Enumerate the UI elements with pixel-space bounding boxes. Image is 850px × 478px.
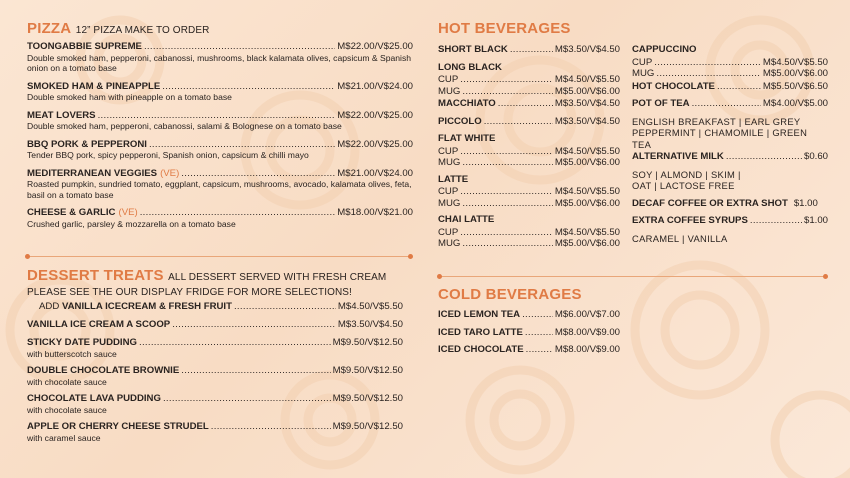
pizza-title: PIZZA — [27, 20, 72, 37]
item-name: MUG — [438, 197, 461, 209]
beverage-name: LATTE — [438, 173, 469, 185]
pizza-item — [27, 110, 413, 132]
item-name: CUP — [438, 226, 459, 238]
item-name: EXTRA COFFEE SYRUPS — [632, 215, 748, 226]
leader-dots — [525, 327, 553, 339]
item-price: M$3.50/V$4.50 — [337, 318, 403, 330]
size-row — [438, 238, 620, 250]
dessert-title: DESSERT TREATS — [27, 267, 164, 284]
pizza-item-row — [27, 41, 413, 53]
cold-beverage-row — [438, 327, 620, 339]
item-price: $1.00 — [803, 215, 828, 226]
vegetarian-tag: (VE) — [118, 207, 138, 218]
pizza-list — [27, 41, 413, 229]
cold-beverages-section — [438, 286, 620, 362]
item-name: TOONGABBIE SUPREME — [27, 41, 142, 52]
leader-dots — [234, 301, 336, 313]
leader-dots — [522, 309, 553, 321]
leader-dots — [462, 238, 553, 250]
item-price: M$22.00/V$25.00 — [337, 138, 413, 150]
item-name: CUP — [438, 74, 459, 85]
beverage-heading — [632, 44, 828, 56]
beverage-options: ENGLISH BREAKFAST | EARL GREY — [632, 115, 801, 127]
beverage-options: SOY | ALMOND | SKIM | — [632, 168, 741, 180]
dessert-subtitle: ALL DESSERT SERVED WITH FRESH CREAM — [168, 272, 387, 283]
size-row — [438, 146, 620, 158]
hot-beverages-right-list — [632, 43, 828, 244]
size-row — [438, 86, 620, 98]
item-name: CUP — [438, 145, 459, 157]
beverage-name: CHAI LATTE — [438, 214, 495, 225]
item-price: M$9.50/V$12.50 — [332, 337, 403, 348]
hot-beverages-left-list — [438, 43, 620, 250]
cold-beverages-list — [438, 309, 620, 356]
item-price: M$18.00/V$21.00 — [337, 207, 413, 218]
left-column — [27, 20, 413, 236]
beverage-heading — [438, 214, 620, 226]
item-price: M$21.00/V$24.00 — [337, 80, 413, 92]
pizza-item — [27, 168, 413, 201]
item-name: MUG — [438, 85, 461, 97]
dessert-item-row — [27, 365, 403, 377]
beverage-heading — [438, 62, 620, 74]
item-name: ICED LEMON TEA — [438, 309, 521, 320]
item-name: CHOCOLATE LAVA PUDDING — [27, 393, 161, 404]
item-description: Double smoked ham with pineapple on a tomato base — [27, 92, 232, 102]
item-name: ALTERNATIVE MILK — [632, 151, 724, 162]
item-price: M$4.50/V$5.50 — [554, 145, 620, 157]
beverage-name: CAPPUCCINO — [632, 44, 697, 55]
item-name: SHORT BLACK — [438, 44, 508, 55]
leader-dots — [510, 44, 553, 56]
leader-dots — [460, 146, 553, 158]
addon-prefix: ADD — [39, 301, 60, 312]
leader-dots — [181, 168, 335, 180]
item-price: M$5.50/V$6.50 — [762, 80, 828, 92]
item-description: Roasted pumpkin, sundried tomato, eggplant, capsicum, mushrooms, avocado, kalamata olives, feta, basil on a tomato base — [27, 179, 412, 200]
item-price: M$4.50/V$5.50 — [554, 74, 620, 85]
addon-name: VANILLA ICECREAM & FRESH FRUIT — [61, 301, 232, 312]
item-name: ICED CHOCOLATE — [438, 344, 524, 355]
leader-dots — [163, 393, 331, 405]
dessert-note: PLEASE SEE THE OUR DISPLAY FRIDGE FOR MORE SELECTIONS! — [27, 287, 352, 298]
item-price: M$3.50/V$4.50 — [554, 115, 620, 127]
item-name: VANILLA ICE CREAM A SCOOP — [27, 318, 171, 330]
item-name: SMOKED HAM & PINEAPPLE — [27, 80, 161, 92]
item-description: Tender BBQ pork, spicy pepperoni, Spanish onion, capsicum & chilli mayo — [27, 150, 309, 160]
leader-dots — [717, 81, 761, 93]
dessert-list — [27, 319, 403, 444]
item-name: MUG — [438, 157, 461, 168]
leader-dots — [211, 421, 331, 433]
dessert-item — [27, 365, 403, 387]
item-price: M$8.00/V$9.00 — [554, 344, 620, 355]
size-row — [632, 57, 828, 69]
dessert-item-row — [27, 393, 403, 405]
dessert-item — [27, 337, 403, 359]
beverage-row — [632, 98, 828, 110]
cold-beverage-row — [438, 309, 620, 321]
size-row — [438, 74, 620, 86]
pizza-item — [27, 207, 413, 229]
leader-dots — [526, 344, 553, 356]
beverage-price: $1.00 — [793, 197, 818, 209]
dessert-item-row — [27, 319, 403, 331]
leader-dots — [162, 81, 335, 93]
item-price: M$3.50/V$4.50 — [554, 44, 620, 55]
size-row — [438, 157, 620, 169]
item-name: APPLE OR CHERRY CHEESE STRUDEL — [27, 421, 209, 432]
pizza-header — [27, 20, 413, 38]
item-description: Double smoked ham, pepperoni, cabanossi, mushrooms, black kalamata olives, capsicum & Spanish onion on a tomato base — [27, 52, 412, 73]
hot-beverages-section — [438, 20, 833, 41]
leader-dots — [140, 207, 336, 219]
leader-dots — [460, 74, 553, 86]
beverage-options: OAT | LACTOSE FREE — [632, 180, 735, 191]
beverage-name: DECAF COFFEE OR EXTRA SHOT — [632, 197, 788, 209]
beverage-heading — [438, 174, 620, 186]
item-description: with butterscotch sauce — [27, 348, 117, 359]
cold-beverages-title: COLD BEVERAGES — [438, 286, 582, 303]
leader-dots — [656, 68, 761, 80]
beverage-heading — [438, 133, 620, 145]
item-description: with caramel sauce — [27, 432, 101, 443]
dessert-addon — [27, 301, 403, 313]
item-name: MEAT LOVERS — [27, 109, 96, 121]
beverage-row — [438, 44, 620, 56]
leader-dots — [484, 116, 553, 128]
dessert-column — [27, 267, 403, 449]
item-name: DOUBLE CHOCOLATE BROWNIE — [27, 365, 180, 376]
item-price: M$3.50/V$4.50 — [554, 98, 620, 109]
item-price: M$8.00/V$9.00 — [554, 326, 620, 338]
item-name: BBQ PORK & PEPPERONI — [27, 138, 147, 150]
item-price: $0.60 — [803, 151, 828, 162]
dessert-header — [27, 267, 403, 285]
item-price: M$4.00/V$5.00 — [762, 98, 828, 109]
hot-beverages-title: HOT BEVERAGES — [438, 20, 571, 37]
item-name: ICED TARO LATTE — [438, 326, 523, 338]
leader-dots — [726, 151, 802, 163]
leader-dots — [172, 319, 336, 331]
beverage-row — [632, 215, 828, 227]
item-price: M$4.50/V$5.50 — [554, 186, 620, 197]
leader-dots — [462, 198, 553, 210]
dessert-item — [27, 393, 403, 415]
item-description: with chocolate sauce — [27, 376, 107, 387]
pizza-subtitle: 12” PIZZA MAKE TO ORDER — [75, 25, 210, 36]
item-price: M$6.00/V$7.00 — [554, 309, 620, 320]
addon-price: M$4.50/V$5.50 — [337, 301, 403, 312]
item-name: CUP — [438, 186, 459, 197]
leader-dots — [98, 110, 336, 122]
beverage-options: PEPPERMINT | CHAMOMILE | GREEN TEA — [632, 127, 808, 150]
dessert-item — [27, 421, 403, 443]
item-price: M$9.50/V$12.50 — [332, 365, 403, 376]
beverage-row — [632, 81, 828, 93]
item-price: M$22.00/V$25.00 — [337, 41, 413, 52]
size-row — [438, 186, 620, 198]
pizza-item-row — [27, 110, 413, 122]
leader-dots — [460, 227, 553, 239]
item-price: M$5.00/V$6.00 — [554, 197, 620, 209]
dessert-item-row — [27, 421, 403, 433]
leader-dots — [144, 41, 335, 53]
section-divider-right — [440, 276, 825, 277]
item-price: M$4.50/V$5.50 — [762, 56, 828, 68]
beverage-row — [632, 198, 828, 210]
pizza-item — [27, 81, 413, 103]
item-name: STICKY DATE PUDDING — [27, 337, 137, 348]
cold-beverage-row — [438, 344, 620, 356]
leader-dots — [750, 215, 802, 227]
item-description: Crushed garlic, parsley & mozzarella on a tomato base — [27, 218, 236, 229]
item-price: M$4.50/V$5.50 — [554, 226, 620, 238]
item-price: M$5.00/V$6.00 — [554, 85, 620, 97]
item-description: with chocolate sauce — [27, 404, 107, 415]
item-price: M$22.00/V$25.00 — [337, 109, 413, 121]
item-name: PICCOLO — [438, 115, 482, 127]
dessert-item — [27, 319, 403, 331]
leader-dots — [462, 157, 553, 169]
leader-dots — [462, 86, 553, 98]
item-price: M$21.00/V$24.00 — [337, 167, 413, 179]
pizza-item-row — [27, 139, 413, 151]
pizza-item-row — [27, 168, 413, 180]
pizza-item — [27, 41, 413, 74]
item-name: CUP — [632, 56, 653, 68]
vegetarian-tag: (VE) — [160, 167, 180, 179]
leader-dots — [181, 365, 330, 377]
beverage-options: CARAMEL | VANILLA — [632, 232, 728, 244]
item-price: M$5.00/V$6.00 — [554, 157, 620, 168]
item-price: M$9.50/V$12.50 — [332, 393, 403, 404]
item-price: M$5.00/V$6.00 — [762, 68, 828, 79]
leader-dots — [149, 139, 335, 151]
item-price: M$5.00/V$6.00 — [554, 238, 620, 249]
item-name: POT OF TEA — [632, 98, 690, 109]
item-name: MEDITERRANEAN VEGGIES — [27, 167, 158, 179]
dessert-item-row — [27, 337, 403, 349]
leader-dots — [654, 57, 761, 69]
beverage-row — [438, 116, 620, 128]
leader-dots — [498, 98, 553, 110]
beverage-name: FLAT WHITE — [438, 133, 496, 144]
pizza-item-row — [27, 81, 413, 93]
pizza-item — [27, 139, 413, 161]
size-row — [438, 198, 620, 210]
pizza-item-row — [27, 207, 413, 219]
item-name: MUG — [632, 68, 655, 79]
item-name: HOT CHOCOLATE — [632, 80, 715, 92]
leader-dots — [460, 186, 553, 198]
leader-dots — [139, 337, 331, 349]
item-name: MACCHIATO — [438, 98, 496, 109]
size-row — [438, 227, 620, 239]
beverage-row — [438, 98, 620, 110]
item-name: CHEESE & GARLIC — [27, 207, 116, 218]
item-price: M$9.50/V$12.50 — [332, 421, 403, 432]
item-name: MUG — [438, 238, 461, 249]
leader-dots — [692, 98, 761, 110]
size-row — [632, 68, 828, 80]
item-description: Double smoked ham, pepperoni, cabanossi, salami & Bolognese on a tomato base — [27, 121, 342, 131]
beverage-row — [632, 151, 828, 163]
beverage-name: LONG BLACK — [438, 61, 502, 73]
section-divider-left — [28, 256, 410, 257]
